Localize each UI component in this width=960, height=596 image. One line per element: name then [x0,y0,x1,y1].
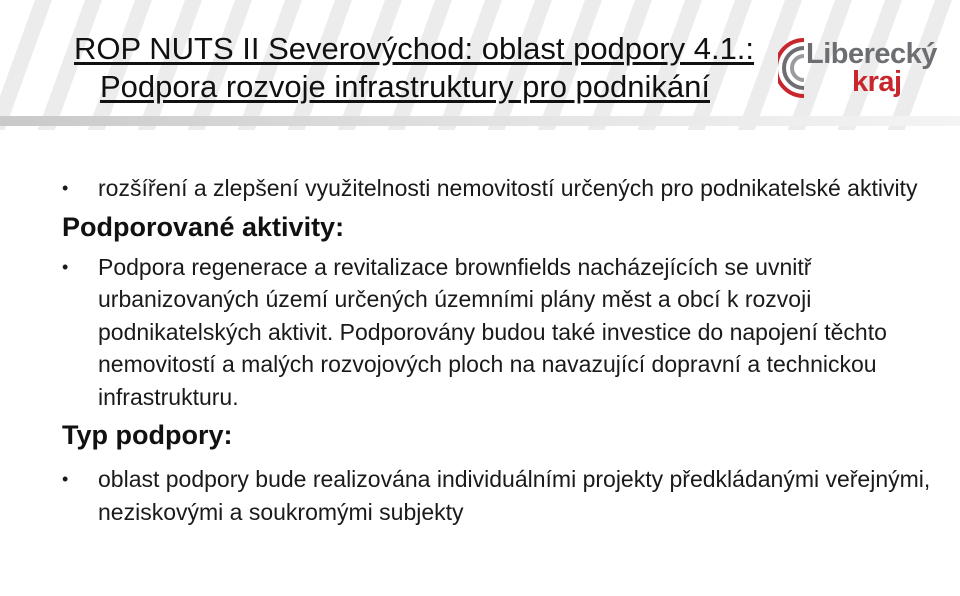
bullet-intro-text: rozšíření a zlepšení využitelnosti nemovitostí určených pro podnikatelské aktivity [98,175,918,201]
logo-word-liberecky: Liberecký [806,38,937,70]
header-rule [0,116,960,126]
bullet-icon: • [62,178,69,198]
bullet-supported-activities [62,251,942,414]
slide-body [62,172,942,528]
slide-title [74,30,774,106]
title-line-2: Podpora rozvoje infrastruktury pro podnikání [100,69,710,104]
bullet-intro [62,172,942,205]
logo-arcs-icon [778,36,808,100]
heading-support-type: Typ podpory: [62,420,233,450]
bullet-supported-text: Podpora regenerace a revitalizace brownfields nacházejících se uvnitř urbanizovaných území určených územními plány měst a obcí k rozvoji podnikatelských aktivit. Podporovány budou také investice do napojení těchto nemovitostí a malých rozvojových ploch na navazující dopravní a technickou infrastrukturu. [98,253,887,410]
bullet-icon: • [62,469,69,489]
bullet-icon: • [62,256,69,277]
liberecky-kraj-logo [778,36,948,100]
title-line-1: ROP NUTS II Severovýchod: oblast podpory 4.1.: [74,31,755,66]
bullet-support-type [62,463,942,528]
logo-word-kraj: kraj [852,66,902,98]
bullet-support-type-text: oblast podpory bude realizována individuálními projekty předkládanými veřejnými, neziskovými a soukromými subjekty [98,466,931,525]
heading-supported-activities: Podporované aktivity: [62,211,345,242]
